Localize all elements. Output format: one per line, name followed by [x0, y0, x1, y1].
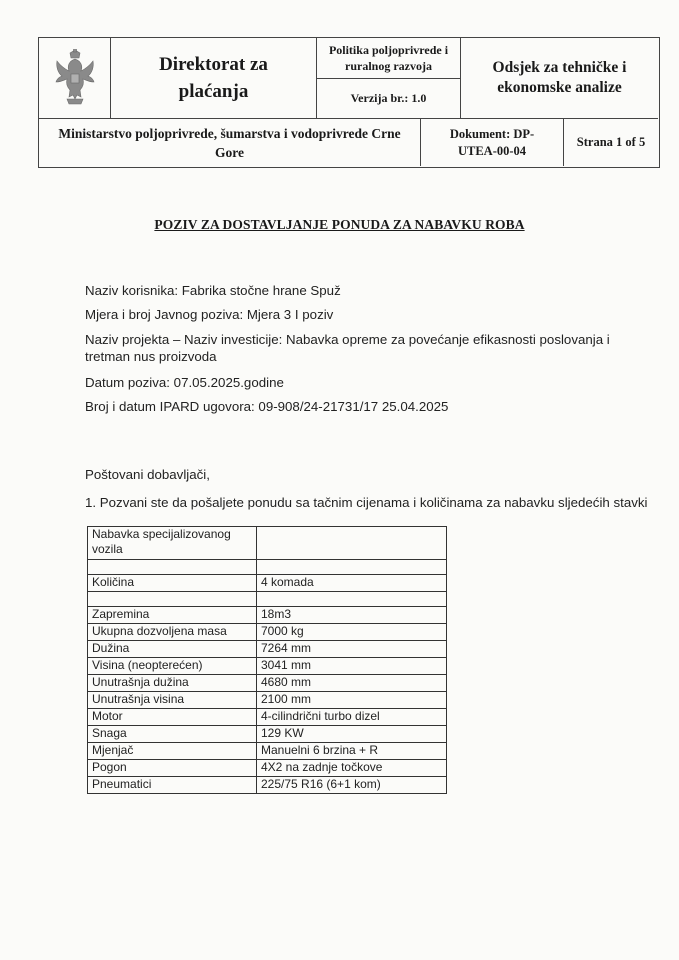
- spec-key: Unutrašnja visina: [88, 692, 257, 709]
- spec-table: [87, 526, 447, 794]
- table-row: [88, 760, 447, 777]
- policy-name: Politika poljoprivrede i ruralnog razvoja: [328, 43, 449, 73]
- spec-key: Zapremina: [88, 607, 257, 624]
- spec-value: 7264 mm: [257, 641, 447, 658]
- header-table: [38, 37, 660, 168]
- contract-line: Broj i datum IPARD ugovora: 09-908/24-21731/17 25.04.2025: [85, 399, 449, 414]
- spec-value: 7000 kg: [257, 624, 447, 641]
- department-cell: [461, 38, 658, 119]
- spec-key: Ukupna dozvoljena masa: [88, 624, 257, 641]
- table-row: [88, 658, 447, 675]
- project-line: Naziv projekta – Naziv investicije: Nabavka opreme za povećanje efikasnosti poslovanja i tretman nus proizvoda: [85, 332, 610, 364]
- ministry-cell: [39, 119, 421, 166]
- page-number: Strana 1 of 5: [576, 135, 646, 149]
- table-row: [88, 641, 447, 658]
- call-measure-line: Mjera i broj Javnog poziva: Mjera 3 I poziv: [85, 307, 334, 322]
- table-row: [88, 607, 447, 624]
- spec-key: Pogon: [88, 760, 257, 777]
- spec-value: 129 KW: [257, 726, 447, 743]
- table-row: [88, 743, 447, 760]
- spec-key: Visina (neopterećen): [88, 658, 257, 675]
- spec-value: Manuelni 6 brzina + R: [257, 743, 447, 760]
- spec-key: Mjenjač: [88, 743, 257, 760]
- directorate-name: Direktorat za plaćanja: [159, 54, 268, 102]
- department-name: Odsjek za tehničke i ekonomske analize: [492, 59, 627, 96]
- spec-key: Pneumatici: [88, 777, 257, 794]
- spec-value: 4-cilindrični turbo dizel: [257, 709, 447, 726]
- spec-value: 4X2 na zadnje točkove: [257, 760, 447, 777]
- document-title: POZIV ZA DOSTAVLJANJE PONUDA ZA NABAVKU ROBA: [154, 217, 525, 232]
- spec-heading: Nabavka specijalizovanog vozila: [88, 527, 257, 560]
- policy-cell: [317, 38, 461, 79]
- document-cell: [421, 119, 564, 166]
- item-instruction: 1. Pozvani ste da pošaljete ponudu sa tačnim cijenama i količinama za nabavku sljedećih stavki: [85, 495, 648, 510]
- crown-eagle-icon: [53, 49, 97, 107]
- spec-value: 2100 mm: [257, 692, 447, 709]
- table-row: [88, 709, 447, 726]
- table-row: [88, 726, 447, 743]
- spec-value: 4680 mm: [257, 675, 447, 692]
- spec-key: Dužina: [88, 641, 257, 658]
- page-cell: [564, 119, 658, 166]
- spec-heading-value: [257, 527, 447, 560]
- version-text: Verzija br.: 1.0: [350, 91, 427, 105]
- spec-value: 3041 mm: [257, 658, 447, 675]
- spec-value: 18m3: [257, 607, 447, 624]
- document-code: Dokument: DP-UTEA-00-04: [449, 126, 535, 158]
- quantity-value: 4 komada: [257, 575, 447, 592]
- table-row: [88, 575, 447, 592]
- version-cell: [317, 79, 461, 119]
- table-row: [88, 675, 447, 692]
- spec-key: Unutrašnja dužina: [88, 675, 257, 692]
- table-row: [88, 592, 447, 607]
- coat-of-arms-logo: [39, 38, 111, 119]
- table-row: [88, 692, 447, 709]
- table-row: [88, 560, 447, 575]
- ministry-name: Ministarstvo poljoprivrede, šumarstva i vodoprivrede Crne Gore: [58, 125, 401, 160]
- greeting: Poštovani dobavljači,: [85, 467, 210, 482]
- quantity-label: Količina: [88, 575, 257, 592]
- table-row: [88, 527, 447, 560]
- call-date-line: Datum poziva: 07.05.2025.godine: [85, 375, 284, 390]
- user-name-line: Naziv korisnika: Fabrika stočne hrane Spuž: [85, 283, 341, 298]
- spec-key: Snaga: [88, 726, 257, 743]
- spec-key: Motor: [88, 709, 257, 726]
- table-row: [88, 624, 447, 641]
- directorate-cell: [111, 38, 317, 119]
- spec-value: 225/75 R16 (6+1 kom): [257, 777, 447, 794]
- table-row: [88, 777, 447, 794]
